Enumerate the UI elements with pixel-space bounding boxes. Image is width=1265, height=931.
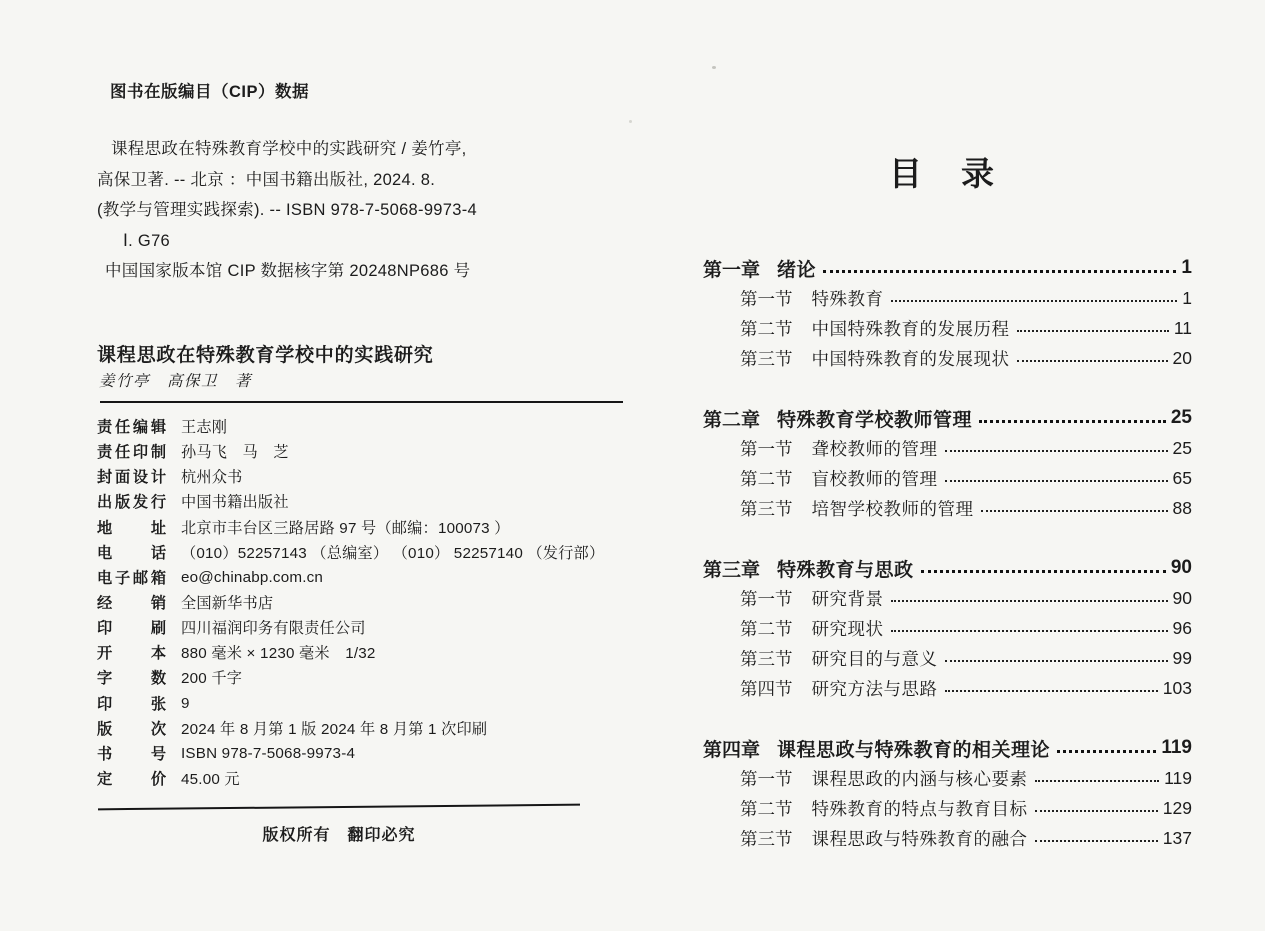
- toc-entry-title: 绪论: [777, 259, 817, 281]
- toc-entry-page: 137: [1162, 827, 1192, 848]
- toc-entry-title: 培智学校教师的管理: [811, 498, 974, 519]
- toc-entry-page: 99: [1172, 647, 1192, 668]
- colophon-value: 北京市丰台区三路居路 97 号（邮编：100073 ）: [181, 519, 510, 537]
- colophon-value: 45.00 元: [181, 771, 240, 789]
- toc-entry-number: 第三节: [740, 348, 793, 369]
- toc-entry-number: 第二节: [740, 618, 793, 639]
- toc-entry-number: 第三章: [703, 559, 761, 581]
- colophon-row: [97, 414, 604, 439]
- toc-section-entry: [703, 673, 1192, 703]
- toc-section-entry: [703, 583, 1192, 613]
- toc-entry-page: 119: [1164, 767, 1192, 788]
- divider-line-bottom: [98, 804, 580, 811]
- toc-entry-title: 研究现状: [811, 618, 884, 639]
- colophon-value: 中国书籍出版社: [181, 494, 289, 512]
- colophon-row: [97, 515, 604, 540]
- toc-entry-title: 聋校教师的管理: [811, 438, 938, 459]
- toc-section-entry: [703, 613, 1192, 643]
- toc-chapter-group: [703, 733, 1192, 853]
- colophon-row: [97, 615, 604, 640]
- toc-entry-page: 25: [1172, 437, 1192, 458]
- colophon-label: 出版发行: [97, 494, 166, 512]
- dot-leader: [945, 660, 1168, 662]
- toc-entry-title: 研究方法与思路: [811, 678, 938, 699]
- toc-entry-page: 88: [1172, 497, 1192, 518]
- toc-entry-page: 129: [1162, 797, 1192, 818]
- colophon-row: [97, 540, 604, 565]
- dot-leader: [891, 600, 1168, 602]
- colophon-value: 9: [181, 694, 190, 712]
- colophon-label: 字数: [97, 670, 166, 688]
- dot-leader: [945, 690, 1158, 692]
- toc-entry-page: 119: [1161, 737, 1192, 758]
- colophon-label: 书号: [97, 745, 166, 763]
- toc-entry-number: 第一节: [740, 288, 793, 309]
- colophon-value: 2024 年 8 月第 1 版 2024 年 8 月第 1 次印刷: [181, 720, 488, 738]
- colophon-value: eo@chinabp.com.cn: [181, 568, 324, 586]
- cip-header: 图书在版编目（CIP）数据: [110, 83, 310, 101]
- colophon-label: 电子邮箱: [97, 569, 166, 587]
- colophon-label: 地址: [97, 519, 166, 537]
- colophon-row: [97, 565, 604, 590]
- colophon-value: 880 毫米 × 1230 毫米 1/32: [181, 645, 376, 663]
- toc-entry-page: 103: [1162, 677, 1192, 698]
- toc-entry-number: 第二节: [740, 468, 793, 489]
- toc-entry-title: 课程思政与特殊教育的相关理论: [777, 739, 1051, 761]
- toc-entry-number: 第四章: [703, 739, 761, 761]
- book-title: 课程思政在特殊教育学校中的实践研究: [97, 345, 434, 366]
- copyright-notice: 版权所有 翻印必究: [262, 827, 416, 844]
- dot-leader: [945, 450, 1168, 452]
- toc-entry-title: 特殊教育与思政: [777, 559, 914, 581]
- colophon-label: 电话: [97, 544, 166, 562]
- toc-chapter-group: [703, 553, 1192, 703]
- dot-leader: [1035, 810, 1158, 812]
- colophon-value: 四川福润印务有限责任公司: [181, 620, 366, 638]
- toc-entry-page: 1: [1182, 287, 1192, 308]
- toc-entry-title: 特殊教育学校教师管理: [777, 409, 973, 431]
- toc-entry-title: 研究背景: [811, 588, 884, 609]
- toc-entry-page: 96: [1172, 617, 1192, 638]
- colophon-value: 王志刚: [181, 419, 228, 437]
- colophon-value: ISBN 978-7-5068-9973-4: [181, 744, 356, 762]
- toc-list: [703, 253, 1192, 883]
- colophon-row: [97, 439, 604, 464]
- colophon-label: 封面设计: [97, 469, 166, 487]
- toc-entry-number: 第四节: [740, 678, 793, 699]
- colophon-value: 全国新华书店: [181, 595, 274, 613]
- colophon-label: 定价: [97, 771, 166, 789]
- colophon-value: （010）52257143 （总编室） （010） 52257140 （发行部）: [181, 544, 605, 562]
- toc-entry-number: 第二节: [740, 798, 793, 819]
- dot-leader: [1057, 750, 1156, 753]
- toc-entry-title: 特殊教育: [811, 288, 884, 309]
- colophon-label: 责任编辑: [97, 419, 166, 437]
- toc-section-entry: [703, 463, 1192, 493]
- colophon-value: 孙马飞 马 芝: [181, 444, 289, 462]
- dot-leader: [1017, 360, 1168, 362]
- toc-entry-title: 特殊教育的特点与教育目标: [811, 798, 1028, 819]
- colophon-row: [97, 665, 604, 690]
- toc-entry-page: 90: [1172, 587, 1192, 608]
- cip-line: Ⅰ. G76: [123, 231, 171, 250]
- colophon-row: [97, 464, 604, 489]
- toc-page: [650, 0, 1265, 931]
- toc-chapter-entry: [703, 253, 1192, 283]
- cip-record: [97, 134, 627, 287]
- dot-leader: [921, 570, 1166, 573]
- toc-entry-number: 第二章: [703, 409, 761, 431]
- toc-entry-page: 90: [1170, 557, 1192, 578]
- copyright-page: [97, 0, 627, 931]
- dot-leader: [1017, 330, 1169, 332]
- colophon-row: [97, 716, 604, 741]
- toc-section-entry: [703, 643, 1192, 673]
- toc-chapter-group: [703, 253, 1192, 373]
- toc-entry-number: 第三节: [740, 648, 793, 669]
- toc-chapter-entry: [703, 733, 1192, 763]
- colophon-row: [97, 766, 604, 791]
- toc-section-entry: [703, 433, 1192, 463]
- cip-line: 中国国家版本馆 CIP 数据核字第 20248NP686 号: [105, 262, 471, 280]
- dot-leader: [981, 510, 1168, 512]
- toc-section-entry: [703, 823, 1192, 853]
- toc-section-entry: [703, 493, 1192, 523]
- colophon-row: [97, 640, 604, 665]
- colophon-value: 200 千字: [181, 670, 243, 688]
- colophon-label: 印张: [97, 695, 166, 713]
- toc-entry-page: 65: [1172, 467, 1192, 488]
- colophon-label: 版次: [97, 720, 166, 738]
- dot-leader: [891, 630, 1168, 632]
- colophon-label: 经销: [97, 595, 166, 613]
- toc-title: 目 录: [889, 155, 997, 192]
- toc-chapter-entry: [703, 553, 1192, 583]
- toc-section-entry: [703, 343, 1192, 373]
- toc-section-entry: [703, 793, 1192, 823]
- colophon-list: [97, 414, 604, 791]
- dot-leader: [979, 420, 1166, 423]
- colophon-label: 印刷: [97, 620, 166, 638]
- toc-entry-title: 盲校教师的管理: [811, 468, 938, 489]
- cip-line: (教学与管理实践探索). -- ISBN 978-7-5068-9973-4: [97, 201, 477, 219]
- scan-speck: [629, 120, 632, 123]
- scan-speck: [712, 66, 716, 69]
- toc-chapter-entry: [703, 403, 1192, 433]
- dot-leader: [1035, 780, 1160, 782]
- toc-entry-title: 中国特殊教育的发展现状: [811, 348, 1010, 369]
- divider-line-top: [100, 401, 623, 403]
- colophon-value: 杭州众书: [181, 469, 243, 487]
- colophon-label: 责任印制: [97, 444, 166, 462]
- dot-leader: [823, 270, 1176, 273]
- toc-entry-title: 中国特殊教育的发展历程: [811, 318, 1010, 339]
- cip-line: 高保卫著. -- 北京 ：中国书籍出版社, 2024. 8.: [97, 170, 436, 189]
- toc-entry-number: 第二节: [740, 318, 793, 339]
- colophon-row: [97, 590, 604, 615]
- colophon-row: [97, 741, 604, 766]
- colophon-label: 开本: [97, 645, 166, 663]
- colophon-row: [97, 691, 604, 716]
- toc-entry-title: 课程思政的内涵与核心要素: [811, 768, 1028, 789]
- toc-entry-number: 第一节: [740, 438, 793, 459]
- dot-leader: [1035, 840, 1158, 842]
- dot-leader: [891, 300, 1178, 302]
- toc-section-entry: [703, 763, 1192, 793]
- toc-entry-page: 11: [1173, 317, 1192, 338]
- book-authors: 姜竹亭 高保卫 著: [99, 373, 253, 390]
- toc-entry-number: 第三节: [740, 828, 793, 849]
- toc-chapter-group: [703, 403, 1192, 523]
- cip-line: 课程思政在特殊教育学校中的实践研究 / 姜竹亭,: [111, 140, 467, 158]
- toc-entry-page: 25: [1170, 407, 1192, 428]
- toc-section-entry: [703, 313, 1192, 343]
- toc-entry-page: 20: [1172, 347, 1192, 368]
- dot-leader: [945, 480, 1168, 482]
- toc-entry-number: 第一节: [740, 588, 793, 609]
- toc-entry-title: 课程思政与特殊教育的融合: [811, 828, 1028, 849]
- toc-entry-number: 第一章: [703, 259, 761, 281]
- colophon-row: [97, 489, 604, 514]
- toc-entry-number: 第一节: [740, 768, 793, 789]
- toc-entry-title: 研究目的与意义: [811, 648, 938, 669]
- toc-entry-number: 第三节: [740, 498, 793, 519]
- toc-entry-page: 1: [1181, 257, 1192, 278]
- toc-section-entry: [703, 283, 1192, 313]
